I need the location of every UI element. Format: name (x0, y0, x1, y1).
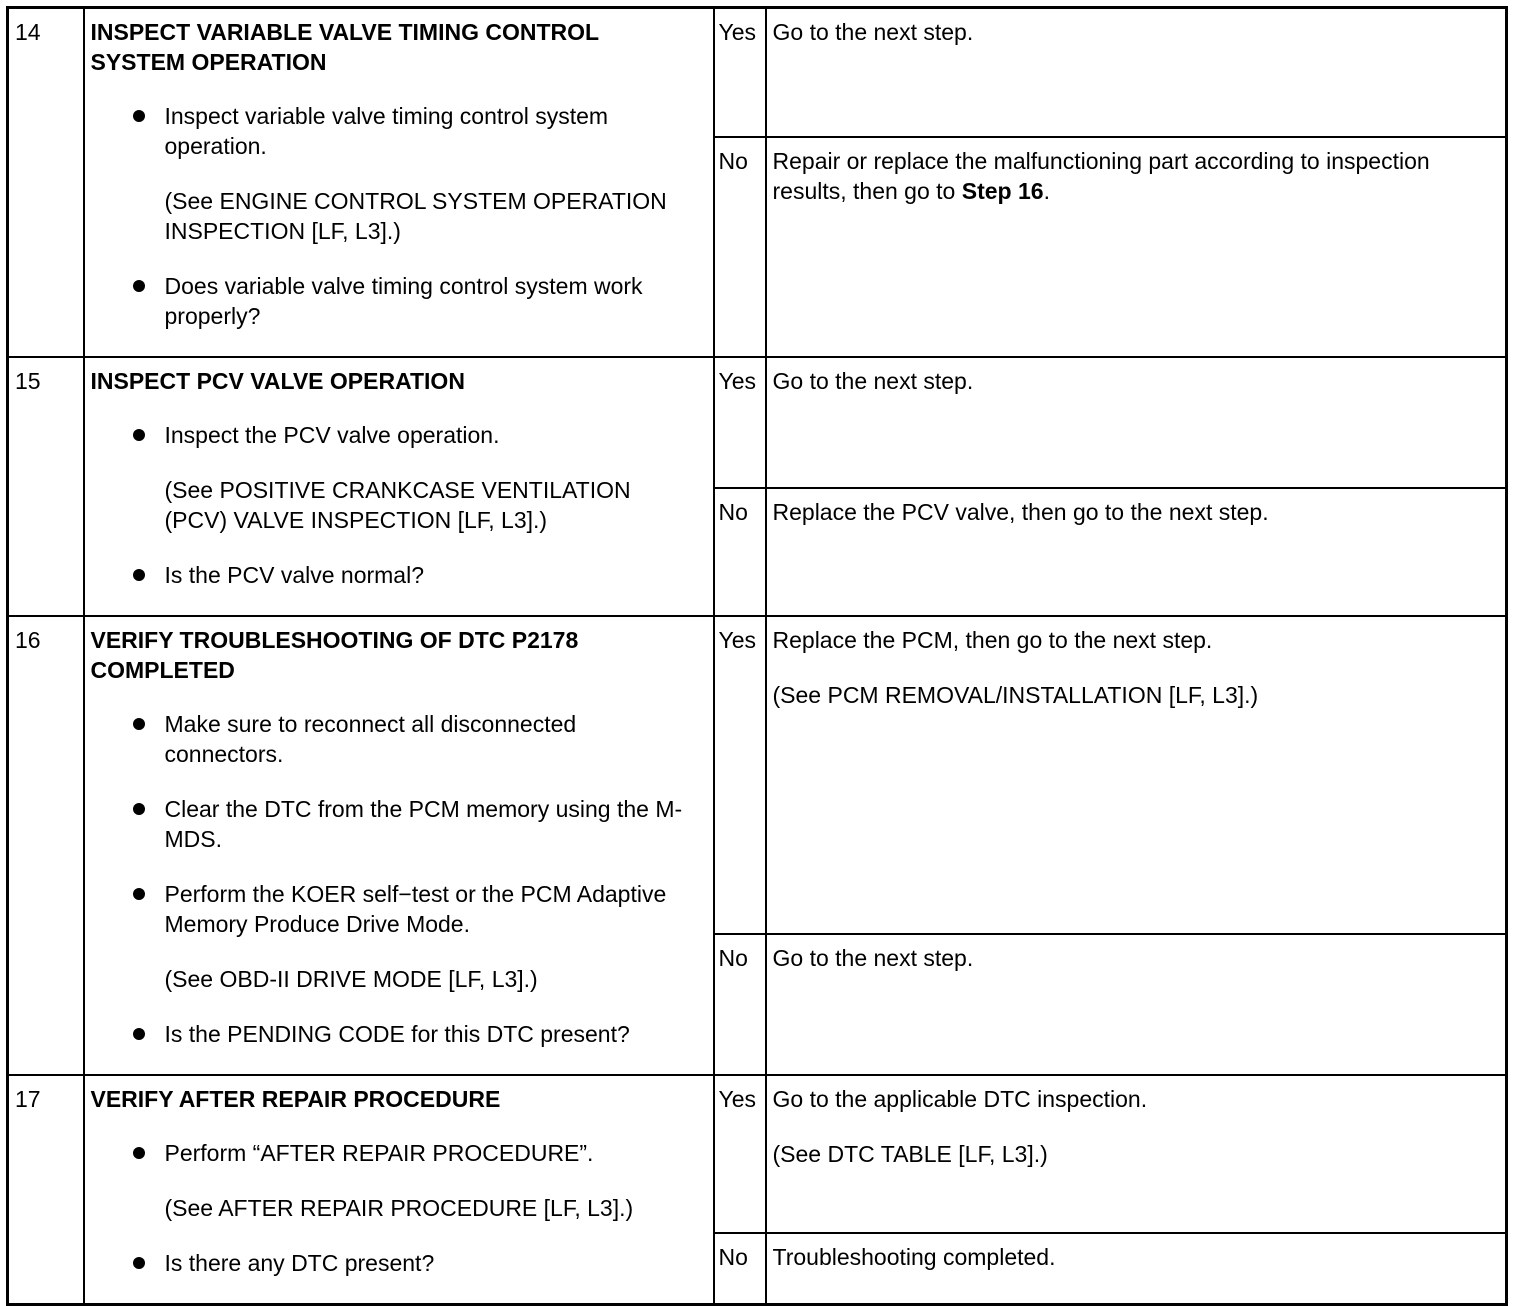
step-16-yes-row (8, 616, 1507, 934)
action-bullet (91, 879, 693, 939)
result-text: Go to the next step. (772, 945, 974, 972)
ref-suffix: .) (619, 1195, 634, 1221)
ref-suffix: .) (1244, 682, 1259, 708)
result-text: Replace the PCV valve, then go to the next step. (772, 498, 1269, 525)
action-bullet (91, 709, 693, 769)
result-text: Go to the applicable DTC inspection. (772, 1086, 1148, 1112)
yes-result (766, 1075, 1507, 1233)
troubleshooting-procedure-table (6, 6, 1508, 1306)
ref-prefix: (See (164, 1195, 219, 1221)
step-15-yes-row (8, 357, 1507, 488)
step-title: INSPECT PCV VALVE OPERATION (90, 368, 465, 394)
question-part: for this DTC present? (404, 1021, 630, 1047)
no-result (766, 137, 1507, 357)
ref-link[interactable]: PCM REMOVAL/INSTALLATION [LF, L3] (827, 682, 1245, 708)
result-text (773, 146, 1496, 206)
ref-suffix: .) (386, 218, 401, 244)
step-title (91, 625, 693, 685)
action-bullet (91, 420, 693, 450)
bullet-icon (133, 888, 145, 900)
result-text: Replace the PCM, then go to the next step. (772, 627, 1213, 653)
step-17-yes-row (8, 1075, 1507, 1233)
step-title-line: SYSTEM OPERATION (90, 49, 327, 75)
step-title-line: INSPECT VARIABLE VALVE TIMING CONTROL (90, 19, 600, 45)
ref-suffix: .) (1033, 1141, 1048, 1167)
question-bullet (91, 271, 693, 331)
yes-label: Yes (714, 1075, 766, 1233)
no-label: No (714, 934, 766, 1075)
action-bullet (91, 794, 693, 854)
bullet-icon (133, 110, 145, 122)
step-action-cell (84, 357, 714, 616)
yes-label: Yes (714, 357, 766, 488)
bullet-text: Perform “AFTER REPAIR PROCEDURE”. (164, 1140, 594, 1166)
reference-text (773, 1139, 1496, 1169)
question-text (165, 1021, 630, 1047)
bullet-text: Perform the KOER self−test or the PCM Adaptive Memory Produce Drive Mode. (164, 881, 667, 937)
yes-result (766, 357, 1507, 488)
step-action-cell (84, 1075, 714, 1305)
question-keyword: PENDING CODE (227, 1021, 405, 1047)
ref-link[interactable]: ENGINE CONTROL SYSTEM OPERATION INSPECTION [LF, L3] (164, 188, 667, 244)
ref-prefix: (See (164, 188, 220, 214)
yes-label: Yes (714, 8, 766, 137)
reference-text (91, 475, 693, 535)
no-result (766, 488, 1507, 616)
reference-text (91, 1193, 693, 1223)
step-action-cell (84, 616, 714, 1075)
step-title-line: VERIFY TROUBLESHOOTING OF DTC P2178 (90, 627, 579, 653)
ref-link[interactable]: POSITIVE CRANKCASE VENTILATION (PCV) VALVE INSPECTION [LF, L3] (164, 477, 631, 533)
step-number: 15 (8, 357, 84, 616)
step-action-cell (84, 8, 714, 358)
ref-suffix: .) (523, 966, 538, 992)
question-bullet (91, 1248, 693, 1278)
step-number: 14 (8, 8, 84, 358)
result-text: Troubleshooting completed. (772, 1243, 1056, 1270)
bullet-icon (133, 718, 145, 730)
result-text-part: . (1043, 177, 1050, 204)
action-bullet (91, 1138, 693, 1168)
ref-link[interactable]: AFTER REPAIR PROCEDURE [LF, L3] (218, 1195, 620, 1221)
step-title (91, 17, 693, 77)
result-text: Go to the next step. (772, 368, 974, 394)
ref-suffix: .) (533, 507, 548, 533)
step-title: VERIFY AFTER REPAIR PROCEDURE (90, 1086, 501, 1112)
reference-text (91, 186, 693, 246)
ref-prefix: (See (772, 682, 828, 708)
step-link[interactable]: Step 16 (961, 177, 1044, 204)
bullet-icon (133, 280, 145, 292)
question-bullet (91, 1019, 693, 1049)
ref-prefix: (See (772, 1141, 828, 1167)
no-label: No (714, 488, 766, 616)
question-part: Is the (164, 1021, 228, 1047)
no-label: No (714, 1233, 766, 1305)
action-bullet (91, 101, 693, 161)
bullet-icon (133, 1147, 145, 1159)
bullet-text: Inspect the PCV valve operation. (164, 422, 500, 448)
step-14-yes-row (8, 8, 1507, 137)
bullet-text: Inspect variable valve timing control system operation. (164, 103, 609, 159)
step-number: 16 (8, 616, 84, 1075)
yes-result (766, 616, 1507, 934)
reference-text (773, 680, 1496, 710)
ref-link[interactable]: DTC TABLE [LF, L3] (827, 1141, 1034, 1167)
yes-label: Yes (714, 616, 766, 934)
ref-prefix: (See (164, 477, 220, 503)
bullet-icon (133, 803, 145, 815)
question-text: Does variable valve timing control system work properly? (164, 273, 643, 329)
bullet-icon (133, 1257, 145, 1269)
question-text: Is the PCV valve normal? (164, 562, 425, 588)
bullet-text: Clear the DTC from the PCM memory using the M-MDS. (164, 796, 683, 852)
step-number: 17 (8, 1075, 84, 1305)
no-result (766, 934, 1507, 1075)
bullet-icon (133, 1028, 145, 1040)
question-text: Is there any DTC present? (164, 1250, 435, 1276)
ref-prefix: (See (164, 966, 220, 992)
ref-link[interactable]: OBD-II DRIVE MODE [LF, L3] (219, 966, 524, 992)
bullet-icon (133, 429, 145, 441)
question-bullet (91, 560, 693, 590)
no-label: No (714, 137, 766, 357)
bullet-text: Make sure to reconnect all disconnected connectors. (164, 711, 577, 767)
step-title-line: COMPLETED (90, 657, 235, 683)
reference-text (91, 964, 693, 994)
yes-result (766, 8, 1507, 137)
no-result (766, 1233, 1507, 1305)
result-text: Go to the next step. (772, 19, 974, 45)
result-text-part: Repair or replace the malfunctioning part according to inspection results, then go to (772, 147, 1430, 204)
bullet-icon (133, 569, 145, 581)
